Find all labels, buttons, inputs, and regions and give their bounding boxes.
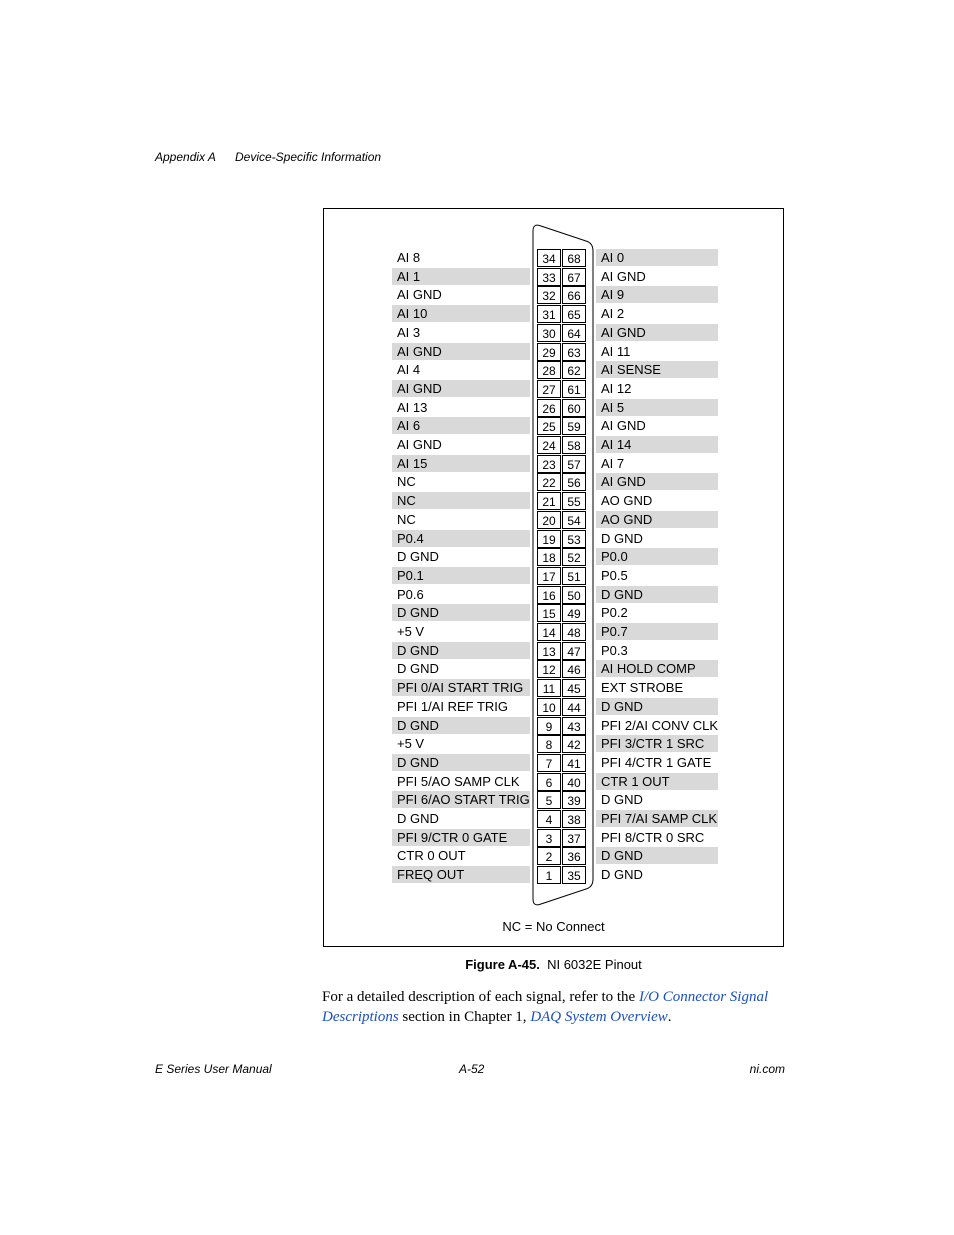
signal-label-left: AI GND xyxy=(392,380,530,397)
signal-label-right: D GND xyxy=(596,698,718,715)
signal-label-right: AI GND xyxy=(596,473,718,490)
signal-label-left: P0.6 xyxy=(397,587,424,602)
caption-text: NI 6032E Pinout xyxy=(547,957,642,972)
pin-number: 62 xyxy=(562,361,586,379)
figure-caption xyxy=(323,957,784,972)
pin-number: 49 xyxy=(562,604,586,622)
pin-number: 16 xyxy=(537,586,561,604)
pin-number: 9 xyxy=(537,717,561,735)
pin-number: 20 xyxy=(537,511,561,529)
pin-number: 21 xyxy=(537,492,561,510)
pin-number: 34 xyxy=(537,249,561,267)
pin-number: 19 xyxy=(537,530,561,548)
signal-label-right: AO GND xyxy=(596,511,718,528)
pin-number: 11 xyxy=(537,679,561,697)
signal-label-right: AI 5 xyxy=(596,399,718,416)
body-paragraph xyxy=(322,987,792,1027)
signal-label-left: AI GND xyxy=(397,437,442,452)
pin-number: 45 xyxy=(562,679,586,697)
pin-number: 32 xyxy=(537,286,561,304)
signal-label-left: AI 13 xyxy=(397,400,428,415)
daq-system-overview-link[interactable]: DAQ System Overview xyxy=(530,1009,668,1025)
signal-label-left: NC xyxy=(397,512,416,527)
signal-label-left: PFI 1/AI REF TRIG xyxy=(397,699,509,714)
pin-number: 28 xyxy=(537,361,561,379)
pinout-figure xyxy=(323,208,784,947)
pin-number: 25 xyxy=(537,417,561,435)
pin-number: 26 xyxy=(537,399,561,417)
pin-number: 18 xyxy=(537,548,561,566)
pin-number: 56 xyxy=(562,473,586,491)
signal-label-left: D GND xyxy=(392,642,530,659)
signal-label-right: PFI 4/CTR 1 GATE xyxy=(601,755,712,770)
signal-label-left: PFI 5/AO SAMP CLK xyxy=(397,774,520,789)
pin-number: 41 xyxy=(562,754,586,772)
signal-label-right: AI GND xyxy=(601,418,646,433)
pin-number: 6 xyxy=(537,773,561,791)
signal-label-left: NC xyxy=(397,474,416,489)
signal-label-right: AI 9 xyxy=(596,286,718,303)
pin-number: 47 xyxy=(562,642,586,660)
signal-label-right: AI HOLD COMP xyxy=(596,660,718,677)
pin-number: 52 xyxy=(562,548,586,566)
signal-label-right: AI 7 xyxy=(601,456,625,471)
signal-label-left: P0.4 xyxy=(392,530,530,547)
pin-number: 29 xyxy=(537,343,561,361)
pin-number: 44 xyxy=(562,698,586,716)
pin-number: 4 xyxy=(537,810,561,828)
pin-number: 23 xyxy=(537,455,561,473)
body-intro: For a detailed description of each signal, refer to the xyxy=(322,989,639,1005)
pin-number: 14 xyxy=(537,623,561,641)
signal-label-left: AI 1 xyxy=(392,268,530,285)
signal-label-right: AI SENSE xyxy=(596,361,718,378)
pin-number: 63 xyxy=(562,343,586,361)
signal-label-left: D GND xyxy=(392,604,530,621)
signal-label-left: P0.1 xyxy=(392,567,530,584)
pin-number: 65 xyxy=(562,305,586,323)
signal-label-right: PFI 2/AI CONV CLK xyxy=(601,718,719,733)
signal-label-left: AI GND xyxy=(392,343,530,360)
signal-label-right: D GND xyxy=(596,847,718,864)
signal-label-right: D GND xyxy=(601,867,643,882)
signal-label-left: D GND xyxy=(397,811,439,826)
pin-number: 2 xyxy=(537,847,561,865)
signal-label-right: CTR 1 OUT xyxy=(596,773,718,790)
signal-label-right: AO GND xyxy=(601,493,653,508)
pin-number: 33 xyxy=(537,268,561,286)
pin-number: 59 xyxy=(562,417,586,435)
signal-label-left: AI 4 xyxy=(397,362,421,377)
signal-label-left: AI 8 xyxy=(397,250,421,265)
pin-number: 60 xyxy=(562,399,586,417)
signal-label-left: CTR 0 OUT xyxy=(397,848,466,863)
pin-number: 61 xyxy=(562,380,586,398)
signal-label-right: AI 11 xyxy=(601,344,631,359)
signal-label-left: AI 15 xyxy=(392,455,530,472)
pin-number: 55 xyxy=(562,492,586,510)
signal-label-left: +5 V xyxy=(397,624,425,639)
signal-descriptions-link[interactable]: I/O Connector Signal Descriptions xyxy=(322,989,769,1025)
signal-label-right: D GND xyxy=(596,586,718,603)
pin-number: 42 xyxy=(562,735,586,753)
pin-number: 24 xyxy=(537,436,561,454)
signal-label-right: AI GND xyxy=(596,324,718,341)
pin-number: 31 xyxy=(537,305,561,323)
pin-number: 1 xyxy=(537,866,561,884)
signal-label-left: D GND xyxy=(397,549,439,564)
signal-label-right: AI 2 xyxy=(601,306,625,321)
signal-label-right: PFI 8/CTR 0 SRC xyxy=(601,830,705,845)
signal-label-right: AI 0 xyxy=(596,249,718,266)
signal-label-left: D GND xyxy=(392,717,530,734)
pin-number: 5 xyxy=(537,791,561,809)
pin-number: 13 xyxy=(537,642,561,660)
pin-number: 40 xyxy=(562,773,586,791)
footer-page-number: A-52 xyxy=(459,1062,485,1076)
signal-label-right: PFI 7/AI SAMP CLK xyxy=(596,810,718,827)
pin-number: 3 xyxy=(537,829,561,847)
pin-number: 50 xyxy=(562,586,586,604)
signal-label-right: D GND xyxy=(601,792,643,807)
body-mid: section in Chapter 1, xyxy=(398,1009,531,1025)
signal-label-left: NC xyxy=(392,492,530,509)
header-title: Device-Specific Information xyxy=(235,150,382,164)
signal-label-right: P0.2 xyxy=(601,605,628,620)
header-appendix: Appendix A xyxy=(155,150,216,164)
signal-label-left: PFI 0/AI START TRIG xyxy=(392,679,530,696)
pin-number: 37 xyxy=(562,829,586,847)
signal-label-left: AI GND xyxy=(397,287,442,302)
signal-label-left: PFI 6/AO START TRIG xyxy=(392,791,530,808)
footer-site: ni.com xyxy=(749,1062,785,1076)
signal-label-right: P0.5 xyxy=(601,568,628,583)
pin-number: 35 xyxy=(562,866,586,884)
pin-number: 66 xyxy=(562,286,586,304)
signal-label-left: D GND xyxy=(397,661,439,676)
pin-number: 8 xyxy=(537,735,561,753)
signal-label-left: AI 3 xyxy=(397,325,421,340)
signal-label-left: AI 10 xyxy=(392,305,530,322)
pin-number: 68 xyxy=(562,249,586,267)
pin-number: 15 xyxy=(537,604,561,622)
caption-label: Figure A-45. xyxy=(465,957,540,972)
pin-number: 48 xyxy=(562,623,586,641)
signal-label-left: +5 V xyxy=(397,736,425,751)
pin-number: 7 xyxy=(537,754,561,772)
pin-number: 54 xyxy=(562,511,586,529)
pin-number: 39 xyxy=(562,791,586,809)
nc-note: NC = No Connect xyxy=(502,919,605,934)
signal-label-left: D GND xyxy=(392,754,530,771)
pin-number: 27 xyxy=(537,380,561,398)
signal-label-right: PFI 3/CTR 1 SRC xyxy=(596,735,718,752)
signal-label-right: AI GND xyxy=(601,269,646,284)
pin-number: 22 xyxy=(537,473,561,491)
signal-label-right: D GND xyxy=(601,531,643,546)
footer-manual: E Series User Manual xyxy=(155,1062,272,1076)
signal-label-right: P0.3 xyxy=(601,643,628,658)
pin-number: 51 xyxy=(562,567,586,585)
signal-label-left: FREQ OUT xyxy=(392,866,530,883)
pin-number: 57 xyxy=(562,455,586,473)
signal-label-right: P0.7 xyxy=(596,623,718,640)
pin-number: 58 xyxy=(562,436,586,454)
pin-number: 43 xyxy=(562,717,586,735)
pin-number: 10 xyxy=(537,698,561,716)
signal-label-left: AI 6 xyxy=(392,417,530,434)
pin-number: 53 xyxy=(562,530,586,548)
pin-number: 17 xyxy=(537,567,561,585)
signal-label-right: EXT STROBE xyxy=(601,680,684,695)
signal-label-left: PFI 9/CTR 0 GATE xyxy=(392,829,530,846)
pin-number: 36 xyxy=(562,847,586,865)
signal-label-right: P0.0 xyxy=(596,548,718,565)
pin-number: 12 xyxy=(537,660,561,678)
pin-number: 38 xyxy=(562,810,586,828)
signal-label-right: AI 12 xyxy=(601,381,632,396)
pin-number: 67 xyxy=(562,268,586,286)
pin-number: 30 xyxy=(537,324,561,342)
pin-number: 64 xyxy=(562,324,586,342)
body-end: . xyxy=(667,1009,672,1025)
pin-number: 46 xyxy=(562,660,586,678)
signal-label-right: AI 14 xyxy=(596,436,718,453)
